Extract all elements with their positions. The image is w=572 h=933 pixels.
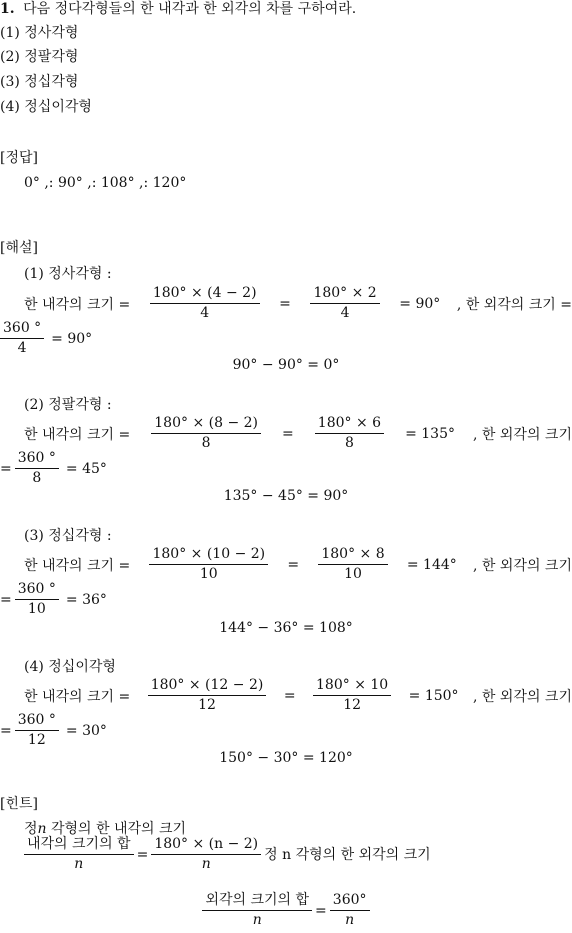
part1-ext-den: 4: [17, 340, 27, 356]
part1-lead: 한 내각의 크기 =: [24, 296, 131, 313]
part2-ext-frac: [15, 450, 59, 487]
part4-interior: 한 내각의 크기 = $\frac{180^\circ \times (12 - 2)}{12}$ = $\frac{180^\circ \times 10}{12}$ = 150° , 한 외각의 크기: [24, 677, 572, 713]
part1-interior: 한 내각의 크기 = $\frac{180^\circ \times (4 - 2)}{4}$ = $\frac{180^\circ \times 2}{4}$ = 90° , 한 외각의 크기 =: [24, 285, 572, 321]
part3-tail: , 한 외각의 크기: [473, 557, 572, 574]
part3-exterior: [0, 581, 107, 618]
part3-frac2-num: 180° × 8: [318, 546, 387, 565]
hint-eq2: =: [315, 902, 327, 919]
part2-lead: 한 내각의 크기 =: [24, 426, 131, 443]
hint-frac4-den: n: [345, 912, 355, 928]
part4-frac1-den: 12: [198, 697, 216, 713]
part2-diff: 135° − 45° = 90°: [223, 488, 349, 504]
part4-diff: 150° − 30° = 120°: [219, 750, 353, 766]
part2-frac2-den: 8: [344, 435, 354, 451]
part2-title: (2) 정팔각형 :: [24, 397, 112, 413]
part4-ext-den: 12: [27, 732, 46, 748]
part2-frac1-num: 180° × (8 − 2): [151, 415, 261, 434]
part1-frac2-num: 180° × 2: [310, 285, 379, 304]
part2-ext-result: = 45°: [65, 460, 107, 477]
part3-ext-den: 10: [27, 601, 46, 617]
hint-line2: [24, 836, 431, 873]
problem-item-3: (3) 정십각형: [0, 74, 79, 90]
part3-frac2: [318, 546, 387, 583]
part1-frac1-num: 180° × (4 − 2): [150, 285, 260, 304]
hint-frac2: [151, 836, 261, 873]
part3-ext-frac: [15, 581, 59, 618]
part1-ext-num: 360 °: [0, 320, 44, 339]
hint-frac2-num: 180° × (n − 2): [151, 836, 261, 855]
problem-item-2: (2) 정팔각형: [0, 49, 79, 65]
hint-frac3-den: n: [252, 912, 262, 928]
part2-frac2: [315, 415, 384, 452]
hint-frac1: [24, 836, 134, 873]
part3-ext-lead: =: [0, 591, 12, 608]
part2-interior: 한 내각의 크기 = $\frac{180^\circ \times (8 - 2)}{8}$ = $\frac{180^\circ \times 6}{8}$ = 135° , 한 외각의 크기: [24, 415, 572, 451]
part3-diff: 144° − 36° = 108°: [219, 620, 353, 636]
part4-frac1-num: 180° × (12 − 2): [148, 677, 267, 696]
part4-title: (4) 정십이각형: [24, 659, 116, 675]
part4-ext-num: 360 °: [15, 712, 59, 731]
part4-frac2: [313, 677, 391, 714]
hint-frac2-den: n: [201, 856, 211, 872]
answer-text: 0° ,: 90° ,: 108° ,: 120°: [24, 175, 187, 191]
part2-ext-den: 8: [32, 470, 42, 486]
hint-frac4: [330, 892, 370, 929]
part1-result: = 90°: [399, 295, 441, 312]
hint-line1-pre: 정: [24, 821, 38, 837]
part2-ext-lead: =: [0, 460, 12, 477]
hint-line1-post: 각형의 한 내각의 크기: [46, 821, 187, 837]
part1-frac2: [310, 285, 379, 322]
part4-frac2-num: 180° × 10: [313, 677, 391, 696]
part1-frac1-den: 4: [200, 305, 210, 321]
part4-frac2-den: 12: [343, 697, 362, 713]
part1-exterior: [0, 320, 92, 357]
problem-number: 1.: [0, 1, 15, 17]
part4-lead: 한 내각의 크기 =: [24, 688, 131, 705]
part4-exterior: [0, 712, 107, 749]
hint-line1-var: n: [37, 821, 47, 837]
problem-text: 다음 정다각형들의 한 내각과 한 외각의 차를 구하여라.: [23, 1, 357, 17]
part1-tail: , 한 외각의 크기 =: [456, 296, 572, 313]
part2-result: = 135°: [405, 425, 455, 442]
part1-ext-frac: [0, 320, 44, 357]
part2-frac2-num: 180° × 6: [315, 415, 384, 434]
part4-ext-result: = 30°: [65, 722, 107, 739]
part3-interior: 한 내각의 크기 = $\frac{180^\circ \times (10 - 2)}{10}$ = $\frac{180^\circ \times 8}{10}$ = 144° , 한 외각의 크기: [24, 546, 572, 582]
hint-frac4-num: 360°: [330, 892, 370, 911]
part2-ext-num: 360 °: [15, 450, 59, 469]
part3-frac1: [149, 546, 268, 583]
part3-frac1-den: 10: [199, 566, 218, 582]
part2-frac1: [151, 415, 261, 452]
answer-heading: [정답]: [0, 150, 38, 166]
part1-frac2-den: 4: [340, 305, 350, 321]
explanation-heading: [해설]: [0, 240, 38, 256]
hint-line2-tail: 정 n 각형의 한 외각의 크기: [264, 846, 431, 863]
part4-frac1: [148, 677, 267, 714]
problem-item-1: (1) 정사각형: [0, 25, 79, 41]
part3-title: (3) 정십각형 :: [24, 528, 112, 544]
part3-lead: 한 내각의 크기 =: [24, 557, 131, 574]
part3-ext-result: = 36°: [65, 591, 107, 608]
part3-result: = 144°: [406, 556, 457, 573]
part4-tail: , 한 외각의 크기: [473, 688, 572, 705]
hint-line3: [0, 892, 572, 929]
hint-heading: [힌트]: [0, 796, 38, 812]
part4-result: = 150°: [408, 687, 459, 704]
problem-statement: [0, 0, 356, 18]
part1-diff: 90° − 90° = 0°: [232, 357, 340, 373]
part3-frac1-num: 180° × (10 − 2): [149, 546, 268, 565]
part4-ext-frac: [15, 712, 59, 749]
part2-frac1-den: 8: [201, 435, 211, 451]
hint-frac3-num: 외각의 크기의 합: [202, 892, 312, 911]
part2-tail: , 한 외각의 크기: [473, 426, 572, 443]
part1-ext-result: = 90°: [51, 330, 93, 347]
part4-ext-lead: =: [0, 722, 12, 739]
part2-exterior: [0, 450, 107, 487]
hint-eq1: =: [136, 846, 149, 863]
problem-item-4: (4) 정십이각형: [0, 99, 92, 115]
part3-frac2-den: 10: [344, 566, 362, 582]
hint-frac1-den: n: [74, 856, 84, 872]
part1-title: (1) 정사각형 :: [24, 266, 112, 282]
hint-frac3: [202, 892, 312, 929]
part1-frac1: [150, 285, 260, 322]
part3-ext-num: 360 °: [15, 581, 59, 600]
hint-frac1-num: 내각의 크기의 합: [24, 836, 134, 855]
